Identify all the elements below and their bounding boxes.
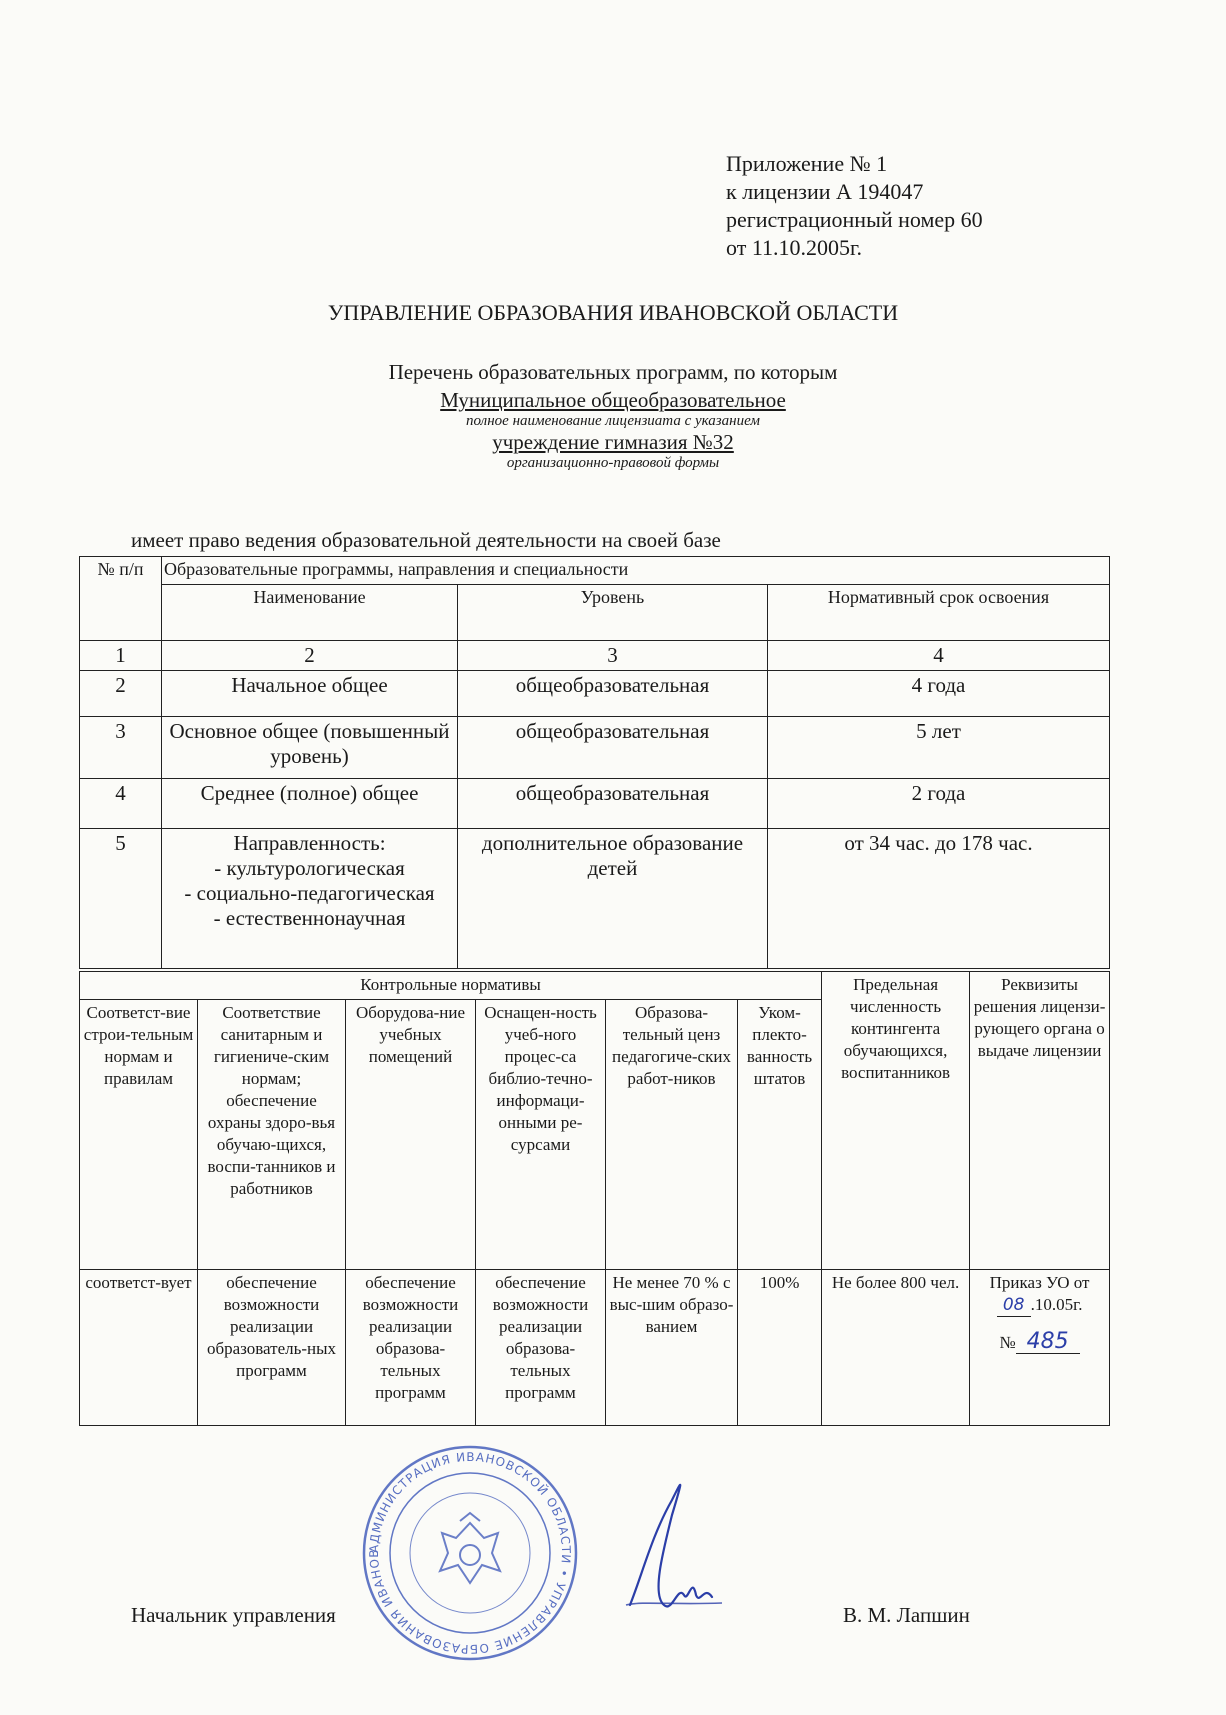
table-row [80, 671, 1110, 717]
col-num-header: № п/п [80, 557, 162, 641]
signature [612, 1455, 732, 1650]
registration-number: регистрационный номер 60 [726, 207, 983, 232]
norms-header: Соответствие санитарным и гигиениче-ским нормам; обеспечение охраны здоро-вья обучаю-щихся, воспи-танников и работников [198, 1000, 346, 1270]
licensee-name-line2: учреждение гимназия №32 [492, 430, 734, 454]
official-stamp [360, 1443, 580, 1668]
program-level: общеобразовательная [458, 671, 768, 717]
row-num: 3 [80, 717, 162, 779]
chief-name: В. М. Лапшин [843, 1603, 970, 1627]
norms-value: соответст-вует [80, 1270, 198, 1426]
order-date [971, 1294, 1108, 1317]
norms-table [79, 971, 1110, 1426]
row-num: 5 [80, 829, 162, 969]
programs-table [79, 556, 1110, 969]
program-name: Направленность: - культурологическая - социально-педагогическая - естественнонаучная [162, 829, 458, 969]
list-title: Перечень образовательных программ, по которым [388, 360, 838, 384]
index-cell: 2 [162, 641, 458, 671]
order-num-prefix: № [999, 1333, 1016, 1352]
right-statement: имеет право ведения образовательной деятельности на своей базе [131, 528, 721, 552]
program-name: Среднее (полное) общее [162, 779, 458, 829]
licensee-name-line1: Муниципальное общеобразовательное [440, 388, 786, 412]
order-requisites [970, 1270, 1110, 1426]
norms-header-requisites: Реквизиты решения лицензи-рующего органа о выдаче лицензии [970, 972, 1110, 1270]
norms-value: обеспечение возможности реализации образова-тельных программ [346, 1270, 476, 1426]
stamp-graphic [360, 1443, 580, 1663]
norms-header: Оснащен-ность учеб-ного процес-са библио-течно-информаци-онными ре-сурсами [476, 1000, 606, 1270]
order-day: 08 [997, 1294, 1031, 1317]
col-name-header: Наименование [162, 585, 458, 641]
signature-graphic [612, 1455, 732, 1645]
index-cell: 4 [768, 641, 1110, 671]
norms-header-capacity: Предельная численность контингента обучающихся, воспитанников [822, 972, 970, 1270]
col-term-header: Нормативный срок освоения [768, 585, 1110, 641]
table-row [80, 717, 1110, 779]
license-date: от 11.10.2005г. [726, 235, 863, 260]
order-date-rest: .10.05г. [1030, 1295, 1083, 1314]
norms-header: Образова-тельный ценз педагогиче-ских работ-ников [606, 1000, 738, 1270]
department-title: УПРАВЛЕНИЕ ОБРАЗОВАНИЯ ИВАНОВСКОЙ ОБЛАСТИ [327, 300, 899, 325]
norms-header: Оборудова-ние учебных помещений [346, 1000, 476, 1270]
order-number [971, 1331, 1108, 1354]
program-level: дополнительное образование детей [458, 829, 768, 969]
index-cell: 1 [80, 641, 162, 671]
program-term: от 34 час. до 178 час. [768, 829, 1110, 969]
table-row [80, 829, 1110, 969]
program-name: Начальное общее [162, 671, 458, 717]
program-term: 2 года [768, 779, 1110, 829]
norms-header: Соответст-вие строи-тельным нормам и правилам [80, 1000, 198, 1270]
program-term: 5 лет [768, 717, 1110, 779]
licensee-note2: организационно-правовой формы [506, 455, 720, 471]
licensee-note1: полное наименование лицензиата с указанием [466, 413, 760, 429]
program-term: 4 года [768, 671, 1110, 717]
norms-group-header: Контрольные нормативы [80, 972, 822, 1000]
appendix-block [726, 150, 983, 262]
stamp-text: АДМИНИСТРАЦИЯ ИВАНОВСКОЙ ОБЛАСТИ • УПРАВЛЕНИЕ ОБРАЗОВАНИЯ ИВАНОВ [366, 1449, 574, 1657]
program-level: общеобразовательная [458, 717, 768, 779]
order-prefix: Приказ УО от [989, 1273, 1090, 1292]
order-num: 485 [1016, 1331, 1080, 1354]
programs-group-header: Образовательные программы, направления и специальности [162, 557, 1110, 585]
col-level-header: Уровень [458, 585, 768, 641]
norms-value: обеспечение возможности реализации образователь-ных программ [198, 1270, 346, 1426]
coat-of-arms-icon [440, 1513, 500, 1583]
table-row [80, 1270, 1110, 1426]
program-name: Основное общее (повышенный уровень) [162, 717, 458, 779]
row-num: 4 [80, 779, 162, 829]
norms-value: обеспечение возможности реализации образова-тельных программ [476, 1270, 606, 1426]
norms-value: Не более 800 чел. [822, 1270, 970, 1426]
table-row [80, 779, 1110, 829]
norms-value: Не менее 70 % с выс-шим образо-ванием [606, 1270, 738, 1426]
document-title [0, 360, 1226, 472]
index-cell: 3 [458, 641, 768, 671]
appendix-line: Приложение № 1 [726, 151, 888, 176]
chief-title: Начальник управления [131, 1603, 336, 1627]
norms-header: Уком-плекто-ванность штатов [738, 1000, 822, 1270]
row-num: 2 [80, 671, 162, 717]
norms-value: 100% [738, 1270, 822, 1426]
program-level: общеобразовательная [458, 779, 768, 829]
license-number: к лицензии А 194047 [726, 179, 924, 204]
